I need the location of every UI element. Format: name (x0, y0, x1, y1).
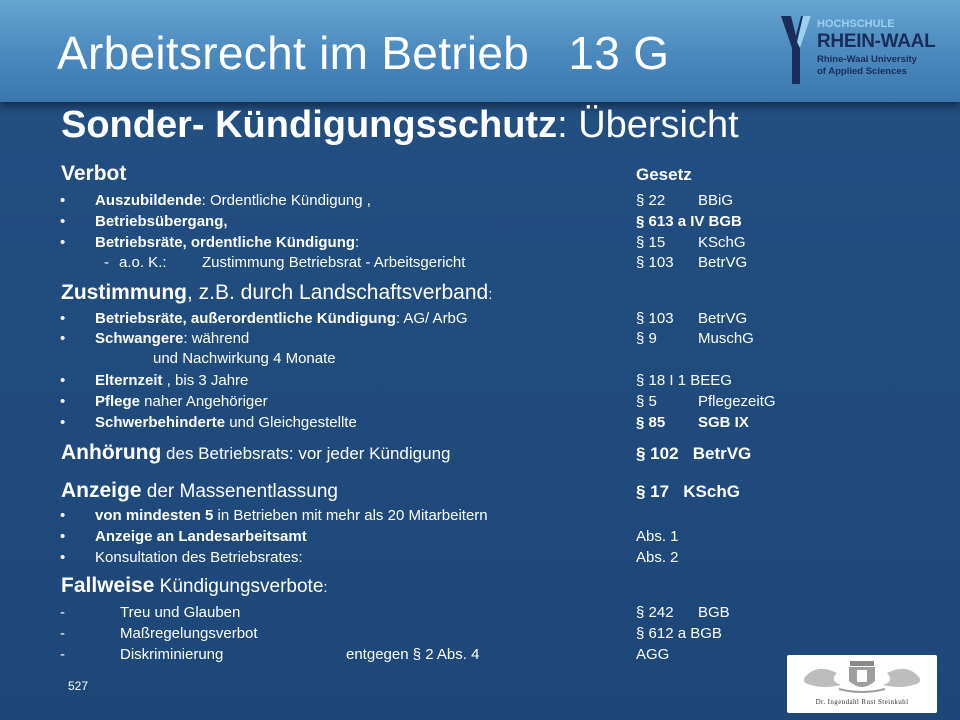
stamp-caption: Dr. Ingendahl Rust Steinkuhl (815, 698, 909, 706)
list-item: • Auszubildende: Ordentliche Kündigung , (60, 192, 371, 209)
law-ref: § 9 MuschG (636, 330, 754, 347)
page-number: 527 (68, 679, 89, 693)
law-ref: § 103 BetrVG (636, 254, 748, 271)
logo-line-4: of Applied Sciences (817, 66, 907, 77)
bullet-icon: • (60, 330, 66, 347)
law-ref: § 85 SGB IX (636, 414, 749, 431)
bullet-icon: • (60, 310, 66, 327)
logo-line-2: RHEIN-WAAL (817, 31, 936, 52)
page-title: Arbeitsrecht im Betrieb 13 G (57, 27, 670, 79)
law-ref: § 242 BGB (636, 604, 730, 621)
list-item: • von mindesten 5 in Betrieben mit mehr als 20 Mitarbeitern (60, 507, 488, 524)
list-item: • Elternzeit , bis 3 Jahre (60, 372, 249, 389)
list-item: • Anzeige an Landesarbeitsamt (60, 528, 307, 545)
coat-of-arms-icon (787, 655, 937, 699)
logo-line-1: HOCHSCHULE (817, 18, 895, 30)
list-item: • Betriebsräte, ordentliche Kündigung: (60, 234, 360, 251)
section-anzeige-heading: Anzeige der Massenentlassung (61, 479, 338, 502)
bullet-icon: • (60, 192, 66, 209)
law-ref: Abs. 1 (636, 528, 679, 545)
bullet-icon: • (60, 234, 66, 251)
slide-subtitle (61, 104, 739, 147)
bullet-icon: • (60, 507, 66, 524)
gesetz-heading: Gesetz (636, 165, 692, 184)
list-item: • Betriebsübergang, (60, 213, 228, 230)
sub-item: - a.o. K.: Zustimmung Betriebsrat - Arbeitsgericht (104, 254, 466, 271)
logo-y-icon (777, 14, 815, 86)
logo-line-3: Rhine-Waal University (817, 54, 917, 65)
section-anhoerung-heading: Anhörung des Betriebsrats: vor jeder Kündigung (61, 441, 451, 464)
law-ref: § 103 BetrVG (636, 310, 748, 327)
law-ref: § 102 BetrVG (636, 444, 752, 463)
list-item: - Treu und Glauben (60, 604, 241, 621)
section-verbot-heading: Verbot (61, 162, 127, 185)
list-item: • Konsultation des Betriebsrates: (60, 549, 303, 566)
subtitle-bold: Sonder- Kündigungsschutz (61, 104, 558, 146)
list-item: • Schwerbehinderte und Gleichgestellte (60, 414, 357, 431)
bullet-icon: • (60, 414, 66, 431)
list-item: - Maßregelungsverbot (60, 625, 258, 642)
law-ref: § 613 a IV BGB (636, 213, 742, 230)
list-item: • Pflege naher Angehöriger (60, 393, 268, 410)
list-item: - Diskriminierung entgegen § 2 Abs. 4 (60, 646, 480, 663)
bullet-icon: • (60, 372, 66, 389)
law-ref: § 17 KSchG (636, 482, 740, 501)
header-bar (0, 0, 960, 102)
law-ref: § 22 BBiG (636, 192, 734, 209)
bullet-icon: • (60, 213, 66, 230)
list-item: • Betriebsräte, außerordentliche Kündigung: AG/ ArbG (60, 310, 468, 327)
law-ref: AGG (636, 646, 670, 663)
section-zustimmung-heading: Zustimmung, z.B. durch Landschaftsverband: (61, 281, 493, 304)
firm-stamp (787, 655, 937, 713)
law-ref: Abs. 2 (636, 549, 679, 566)
law-ref: § 612 a BGB (636, 625, 722, 642)
section-fallweise-heading: Fallweise Kündigungsverbote: (61, 574, 328, 597)
law-ref: § 18 I 1 BEEG (636, 372, 732, 389)
subtitle-rest: : Übersicht (557, 104, 739, 146)
bullet-icon: • (60, 528, 66, 545)
bullet-icon: • (60, 393, 66, 410)
law-ref: § 5 PflegezeitG (636, 393, 776, 410)
list-item: • Schwangere: während (60, 330, 250, 347)
list-item-continuation: und Nachwirkung 4 Monate (153, 350, 336, 367)
university-logo (775, 12, 945, 90)
law-ref: § 15 KSchG (636, 234, 746, 251)
bullet-icon: • (60, 549, 66, 566)
